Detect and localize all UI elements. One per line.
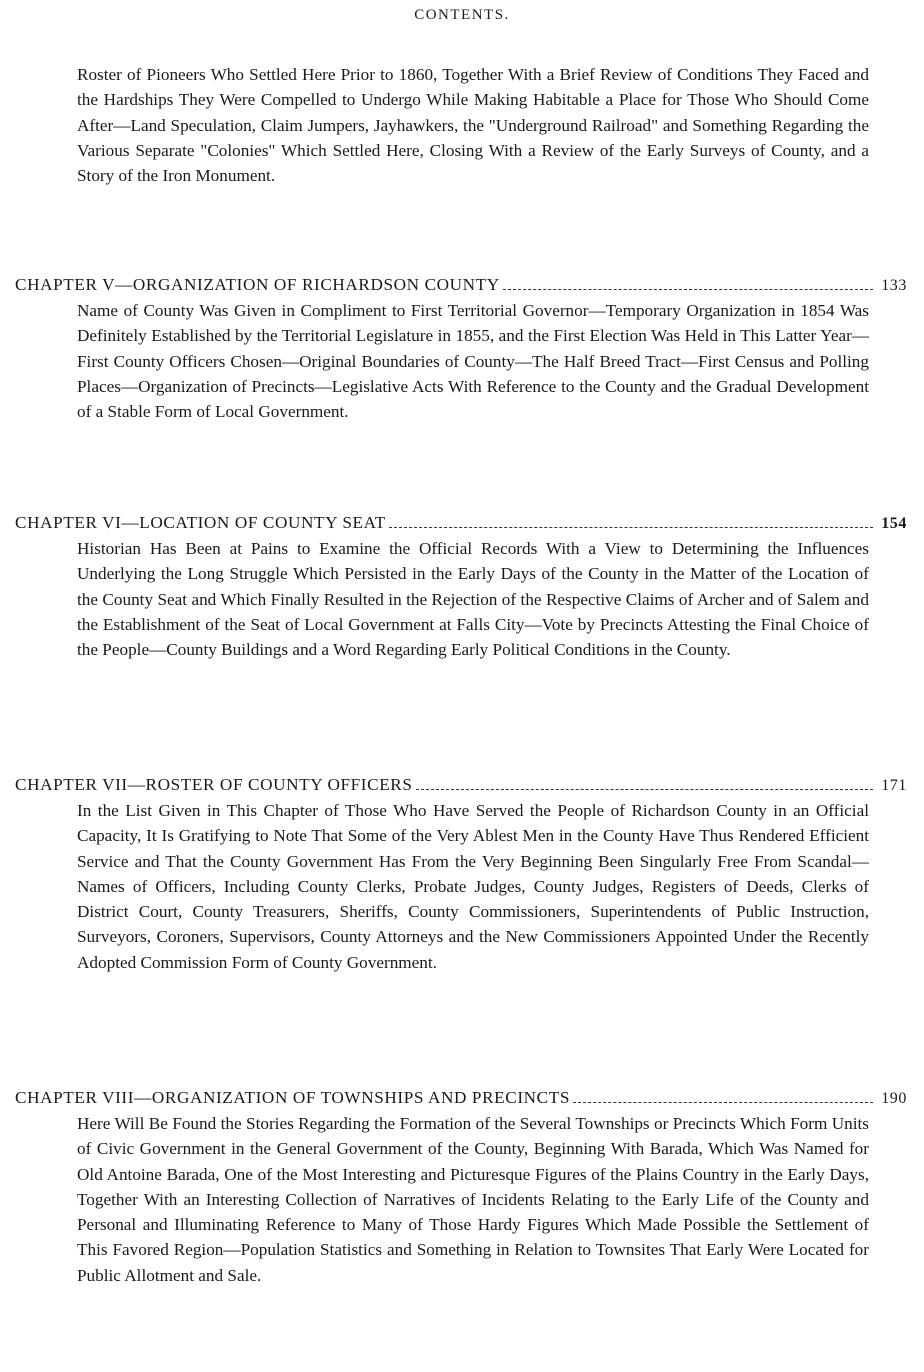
dot-leader: [573, 1102, 873, 1103]
intro-summary: Roster of Pioneers Who Settled Here Prior to 1860, Together With a Brief Review of Conditions They Faced and the Hardships They Were Compelled to Undergo While Making Habitable a Place for Those Who Should Come After—Land Speculation, Claim Jumpers, Jayhawkers, the "Underground Railroad" and Something Regarding the Various Separate "Colonies" Which Settled Here, Closing With a Review of the Early Surveys of County, and a Story of the Iron Monument.: [77, 65, 869, 186]
chapter-entry-6: [15, 510, 907, 662]
chapter-title: CHAPTER VIII—ORGANIZATION OF TOWNSHIPS AND PRECINCTS: [15, 1088, 570, 1107]
chapter-entry-5: [15, 272, 907, 424]
chapter-title: CHAPTER VII—ROSTER OF COUNTY OFFICERS: [15, 775, 413, 794]
chapter-page-number: 190: [881, 1090, 907, 1107]
page-title: CONTENTS.: [414, 7, 510, 23]
chapter-summary: Historian Has Been at Pains to Examine the Official Records With a View to Determining the Influences Underlying the Long Struggle Which Persisted in the Early Days of the County in the Matter of the Location of the County Seat and Which Finally Resulted in the Rejection of the Respective Claims of Archer and of Salem and the Establishment of the Seat of Local Government at Falls City—Vote by Precincts Attesting the Final Choice of the People—County Buildings and a Word Regarding Early Political Conditions in the County.: [77, 539, 869, 660]
chapter-title: CHAPTER VI—LOCATION OF COUNTY SEAT: [15, 513, 386, 532]
dot-leader: [416, 789, 874, 790]
chapter-entry-7: [15, 772, 907, 975]
chapter-summary: Here Will Be Found the Stories Regarding the Formation of the Several Townships or Precincts Which Form Units of Civic Government in the General Government of the County, Beginning With Barada, Which Was Named for Old Antoine Barada, One of the Most Interesting and Picturesque Figures of the Plains Country in the Early Days, Together With an Interesting Collection of Narratives of Incidents Relating to the Early Life of the County and Personal and Illuminating Reference to Many of Those Hardy Figures Which Made Possible the Settlement of This Favored Region—Population Statistics and Something in Relation to Townsites That Early Were Located for Public Allotment and Sale.: [77, 1114, 869, 1285]
chapter-title: CHAPTER V—ORGANIZATION OF RICHARDSON COUNTY: [15, 275, 500, 294]
chapter-heading: [15, 510, 907, 536]
chapter-entry-8: [15, 1085, 907, 1288]
chapter-page-number: 171: [881, 777, 907, 794]
chapter-summary: In the List Given in This Chapter of Those Who Have Served the People of Richardson County in an Official Capacity, It Is Gratifying to Note That Some of the Very Ablest Men in the County Have Thus Rendered Efficient Service and That the County Government Has From the Very Beginning Been Singularly Free From Scandal—Names of Officers, Including County Clerks, Probate Judges, County Judges, Registers of Deeds, Clerks of District Court, County Treasurers, Sheriffs, County Commissioners, Superintendents of Public Instruction, Surveyors, Coroners, Supervisors, County Attorneys and the New Commissioners Appointed Under the Recently Adopted Commission Form of County Government.: [77, 801, 869, 972]
chapter-heading: [15, 772, 907, 798]
chapter-page-number: 133: [881, 277, 907, 294]
dot-leader: [503, 289, 873, 290]
chapter-heading: [15, 272, 907, 298]
chapter-summary: Name of County Was Given in Compliment to First Territorial Governor—Temporary Organization in 1854 Was Definitely Established by the Territorial Legislature in 1855, and the First Election Was Held in This Latter Year—First County Officers Chosen—Original Boundaries of County—The Half Breed Tract—First Census and Polling Places—Organization of Precincts—Legislative Acts With Reference to the County and the Gradual Development of a Stable Form of Local Government.: [77, 301, 869, 422]
chapter-heading: [15, 1085, 907, 1111]
chapter-page-number: 154: [881, 515, 907, 532]
dot-leader: [389, 527, 873, 528]
